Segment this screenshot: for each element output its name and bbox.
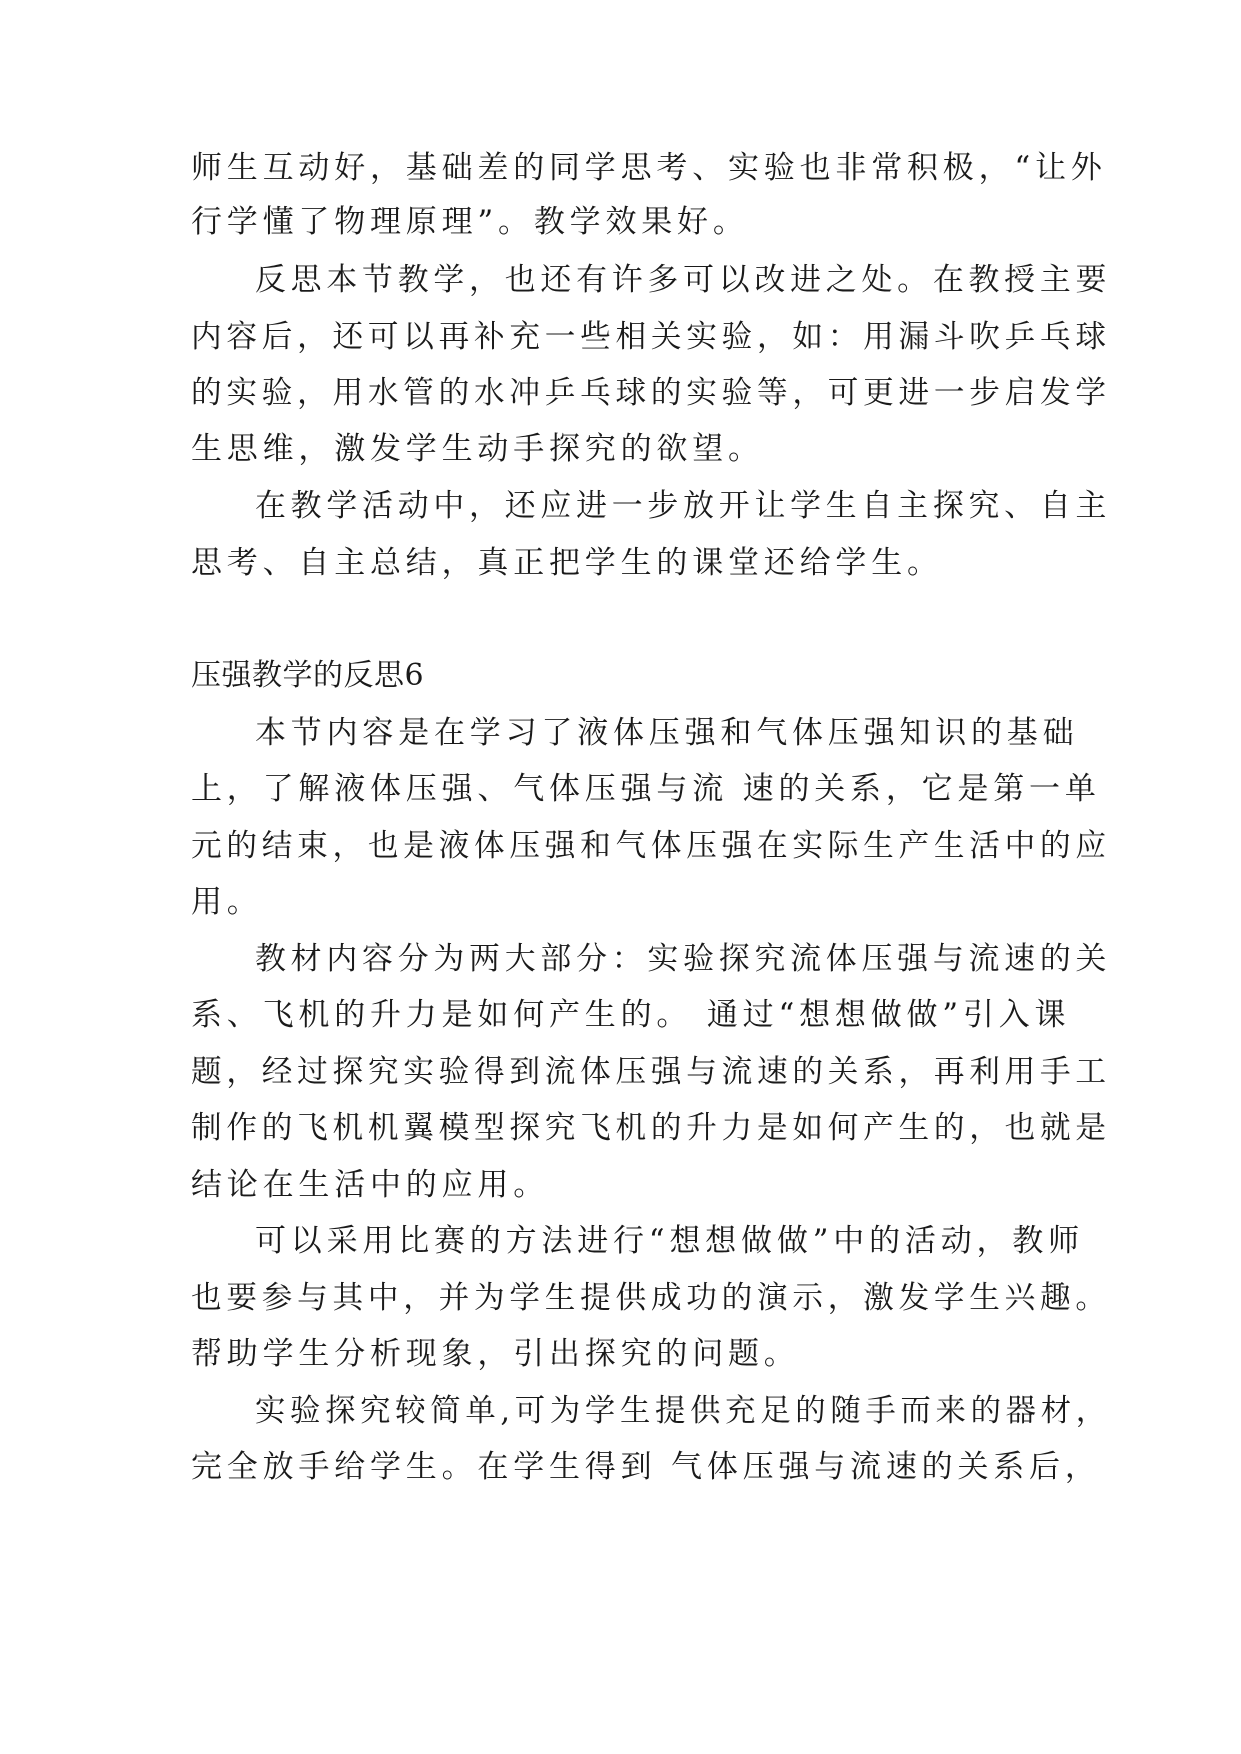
paragraph-first-line: 教材内容分为两大部分：实验探究流体压强与流速的关: [255, 941, 1112, 977]
text-line: 的实验，用水管的水冲乒乓球的实验等，可更进一步启发学: [191, 375, 1111, 411]
section-heading: 压强教学的反思6: [191, 658, 425, 693]
text-line: 内容后，还可以再补充一些相关实验，如：用漏斗吹乒乓球: [191, 319, 1111, 355]
text-line: 师生互动好，基础差的同学思考、实验也非常积极，“让外: [191, 150, 1107, 186]
text-line: 生思维，激发学生动手探究的欲望。: [191, 431, 764, 467]
text-line: 也要参与其中，并为学生提供成功的演示，激发学生兴趣。: [191, 1280, 1111, 1316]
text-line: 帮助学生分析现象，引出探究的问题。: [191, 1336, 800, 1372]
text-line: 结论在生活中的应用。: [191, 1167, 549, 1203]
paragraph-first-line: 反思本节教学，也还有许多可以改进之处。在教授主要: [255, 262, 1112, 298]
paragraph-first-line: 本节内容是在学习了液体压强和气体压强知识的基础: [255, 715, 1079, 751]
paragraph-first-line: 可以采用比赛的方法进行“想想做做”中的活动，教师: [255, 1223, 1084, 1259]
text-line: 上，了解液体压强、气体压强与流 速的关系，它是第一单: [191, 771, 1101, 807]
text-line: 制作的飞机机翼模型探究飞机的升力是如何产生的，也就是: [191, 1110, 1111, 1146]
text-line: 完全放手给学生。在学生得到 气体压强与流速的关系后，: [191, 1449, 1101, 1485]
text-line: 行学懂了物理原理”。教学效果好。: [191, 204, 749, 240]
text-line: 系、飞机的升力是如何产生的。 通过“想想做做”引入课: [191, 997, 1071, 1033]
paragraph-first-line: 实验探究较简单,可为学生提供充足的随手而来的器材，: [255, 1393, 1111, 1429]
text-line: 题，经过探究实验得到流体压强与流速的关系，再利用手工: [191, 1054, 1111, 1090]
text-line: 元的结束，也是液体压强和气体压强在实际生产生活中的应: [191, 828, 1111, 864]
text-line: 用。: [191, 884, 263, 920]
paragraph-first-line: 在教学活动中，还应进一步放开让学生自主探究、自主: [255, 488, 1112, 524]
text-line: 思考、自主总结，真正把学生的课堂还给学生。: [191, 545, 943, 581]
